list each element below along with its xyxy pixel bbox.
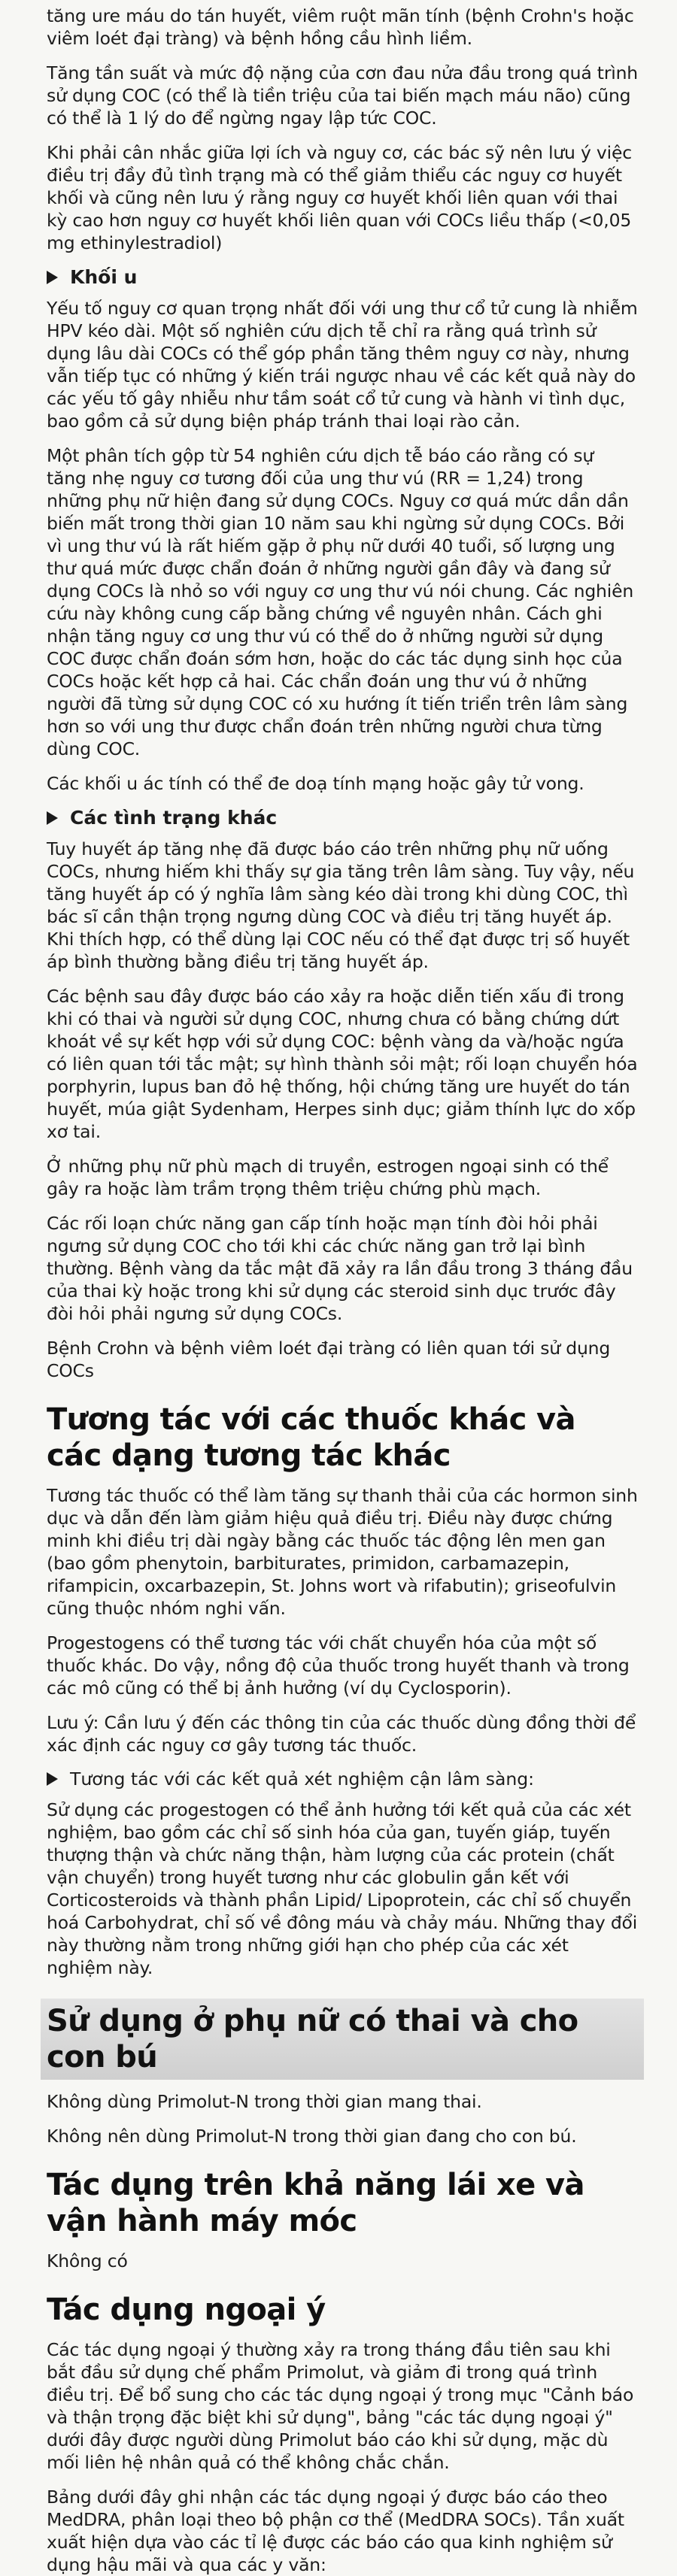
section-title-pregnancy: Sử dụng ở phụ nữ có thai và cho con bú: [41, 1999, 644, 2080]
paragraph: Không có: [47, 2250, 128, 2271]
subheading-label: Tương tác với các kết quả xét nghiệm cận lâm sàng:: [70, 1768, 535, 1790]
triangle-bullet-icon: [47, 1772, 58, 1786]
paragraph: Ở những phụ nữ phù mạch di truyền, estrogen ngoại sinh có thể gây ra hoặc làm trầm trọng thêm triệu chứng phù mạch.: [47, 1156, 609, 1199]
paragraph: Sử dụng các progestogen có thể ảnh hưởng tới kết quả của các xét nghiệm, bao gồm các chỉ số sinh hóa của gan, tuyến giáp, tuyến thượng thận và chức năng thận, hàm lượng của các protein (chất vận chuyển) trong huyết tương như các globulin gắn kết với Corticosteroids và thành phần Lipid/ Lipoprotein, các chỉ số chuyển hoá Carbohydrat, chỉ số về đông máu và chảy máu. Những thay đổi này thường nằm trong những giới hạn cho phép của các xét nghiệm này.: [47, 1799, 638, 1978]
paragraph: Các khối u ác tính có thể đe doạ tính mạng hoặc gây tử vong.: [47, 773, 584, 794]
subheading-label: Các tình trạng khác: [70, 807, 278, 829]
paragraph: Bệnh Crohn và bệnh viêm loét đại tràng có liên quan tới sử dụng COCs: [47, 1338, 611, 1381]
section-title-driving: Tác dụng trên khả năng lái xe và vận hành máy móc: [47, 2168, 584, 2238]
paragraph: Một phân tích gộp từ 54 nghiên cứu dịch tễ báo cáo rằng có sự tăng nhẹ nguy cơ tương đối của ung thư vú (RR = 1,24) trong những phụ nữ hiện đang sử dụng COCs. Nguy cơ quá mức dần dần biến mất trong thời gian 10 năm sau khi ngừng sử dụng COCs. Bởi vì ung thư vú là rất hiếm gặp ở phụ nữ dưới 40 tuổi, số lượng ung thư quá mức được chẩn đoán ở những người gần đây và đang sử dụng COCs là nhỏ so với nguy cơ ung thư vú nói chung. Các nghiên cứu này không cung cấp bằng chứng về nguyên nhân. Cách ghi nhận tăng nguy cơ ung thư vú có thể do ở những người sử dụng COC được chẩn đoán sớm hơn, hoặc do các tác dụng sinh học của COCs hoặc kết hợp cả hai. Các chẩn đoán ung thư vú ở những người đã từng sử dụng COC có xu hướng ít tiến triển trên lâm sàng hơn so với ung thư được chẩn đoán trên những người chưa từng dùng COC.: [47, 445, 634, 759]
paragraph: Các bệnh sau đây được báo cáo xảy ra hoặc diễn tiến xấu đi trong khi có thai và người sử dụng COC, nhưng chưa có bằng chứng dứt khoát về sự kết hợp với sử dụng COC: bệnh vàng da và/hoặc ngứa có liên quan tới tắc mật; sự hình thành sỏi mật; rối loạn chuyển hóa porphyrin, lupus ban đỏ hệ thống, hội chứng tăng ure huyết do tán huyết, múa giật Sydenham, Herpes sinh dục; giảm thính lực do xốp xơ tai.: [47, 986, 638, 1142]
section-title-adverse: Tác dụng ngoại ý: [47, 2293, 326, 2327]
paragraph: Không dùng Primolut-N trong thời gian mang thai.: [47, 2091, 482, 2112]
triangle-bullet-icon: [47, 811, 58, 825]
triangle-bullet-icon: [47, 271, 58, 284]
paragraph: Các tác dụng ngoại ý thường xảy ra trong tháng đầu tiên sau khi bắt đầu sử dụng chế phẩm Primolut, và giảm đi trong quá trình điều trị. Để bổ sung cho các tác dụng ngoại ý trong mục "Cảnh báo và thận trọng đặc biệt khi sử dụng", bảng "các tác dụng ngoại ý" dưới đây được người dùng Primolut báo cáo khi sử dụng, mặc dù mối liên hệ nhân quả có thể không chắc chắn.: [47, 2339, 634, 2473]
paragraph: Bảng dưới đây ghi nhận các tác dụng ngoại ý được báo cáo theo MedDRA, phân loại theo bộ phận cơ thể (MedDRA SOCs). Tần xuất xuất hiện dựa vào các tỉ lệ được các báo cáo qua kinh nghiệm sử dụng hậu mãi và qua các y văn:: [47, 2487, 624, 2575]
paragraph: Các rối loạn chức năng gan cấp tính hoặc mạn tính đòi hỏi phải ngưng sử dụng COC cho tới khi các chức năng gan trở lại bình thường. Bệnh vàng da tắc mật đã xảy ra lần đầu trong 3 tháng đầu của thai kỳ hoặc trong khi sử dụng các steroid sinh dục trước đây đòi hỏi phải ngưng sử dụng COCs.: [47, 1213, 633, 1324]
paragraph: Tương tác thuốc có thể làm tăng sự thanh thải của các hormon sinh dục và dẫn đến làm giảm hiệu quả điều trị. Điều này được chứng minh khi điều trị dài ngày bằng các thuốc tác động lên men gan (bao gồm phenytoin, barbiturates, primidon, carbamazepin, rifampicin, oxcarbazepin, St. Johns wort và rifabutin); griseofulvin cũng thuộc nhóm nghi vấn.: [47, 1485, 638, 1619]
paragraph: tăng ure máu do tán huyết, viêm ruột mãn tính (bệnh Crohn's hoặc viêm loét đại tràng) và bệnh hồng cầu hình liềm.: [47, 5, 634, 49]
paragraph: Lưu ý: Cần lưu ý đến các thông tin của các thuốc dùng đồng thời để xác định các nguy cơ gây tương tác thuốc.: [47, 1712, 636, 1756]
paragraph: Yếu tố nguy cơ quan trọng nhất đối với ung thư cổ tử cung là nhiễm HPV kéo dài. Một số nghiên cứu dịch tễ chỉ ra rằng quá trình sử dụng lâu dài COCs có thể góp phần tăng thêm nguy cơ này, nhưng vẫn tiếp tục có những ý kiến trái ngược nhau về các kết quả này do các yếu tố gây nhiễu như tầm soát cổ tử cung và hành vi tình dục, bao gồm cả sử dụng biện pháp tránh thai loại rào cản.: [47, 298, 638, 432]
subheading-other-conditions: [47, 807, 638, 829]
section-title-interactions: Tương tác với các thuốc khác và các dạng tương tác khác: [47, 1402, 575, 1473]
paragraph: Progestogens có thể tương tác với chất chuyển hóa của một số thuốc khác. Do vậy, nồng độ của thuốc trong huyết thanh và trong các mô cũng có thể bị ảnh hưởng (ví dụ Cyclosporin).: [47, 1632, 630, 1699]
subheading-label: Khối u: [70, 266, 138, 288]
paragraph: Tuy huyết áp tăng nhẹ đã được báo cáo trên những phụ nữ uống COCs, nhưng hiếm khi thấy sự gia tăng trên lâm sàng. Tuy vậy, nếu tăng huyết áp có ý nghĩa lâm sàng kéo dài trong khi dùng COC, thì bác sĩ cần thận trọng ngưng dùng COC và điều trị tăng huyết áp. Khi thích hợp, có thể dùng lại COC nếu có thể đạt được trị số huyết áp bình thường bằng điều trị tăng huyết áp.: [47, 838, 635, 972]
paragraph: Khi phải cân nhắc giữa lợi ích và nguy cơ, các bác sỹ nên lưu ý việc điều trị đầy đủ tình trạng mà có thể giảm thiểu các nguy cơ huyết khối và cũng nên lưu ý rằng nguy cơ huyết khối liên quan với thai kỳ cao hơn nguy cơ huyết khối liên quan với COCs liều thấp (<0,05 mg ethinylestradiol): [47, 142, 632, 253]
paragraph: Không nên dùng Primolut-N trong thời gian đang cho con bú.: [47, 2126, 577, 2147]
subheading-lab-tests: [47, 1768, 638, 1790]
subheading-tumors: [47, 266, 638, 288]
paragraph: Tăng tần suất và mức độ nặng của cơn đau nửa đầu trong quá trình sử dụng COC (có thể là tiền triệu của tai biến mạch máu não) cũng có thể là 1 lý do để ngừng ngay lập tức COC.: [47, 62, 638, 129]
